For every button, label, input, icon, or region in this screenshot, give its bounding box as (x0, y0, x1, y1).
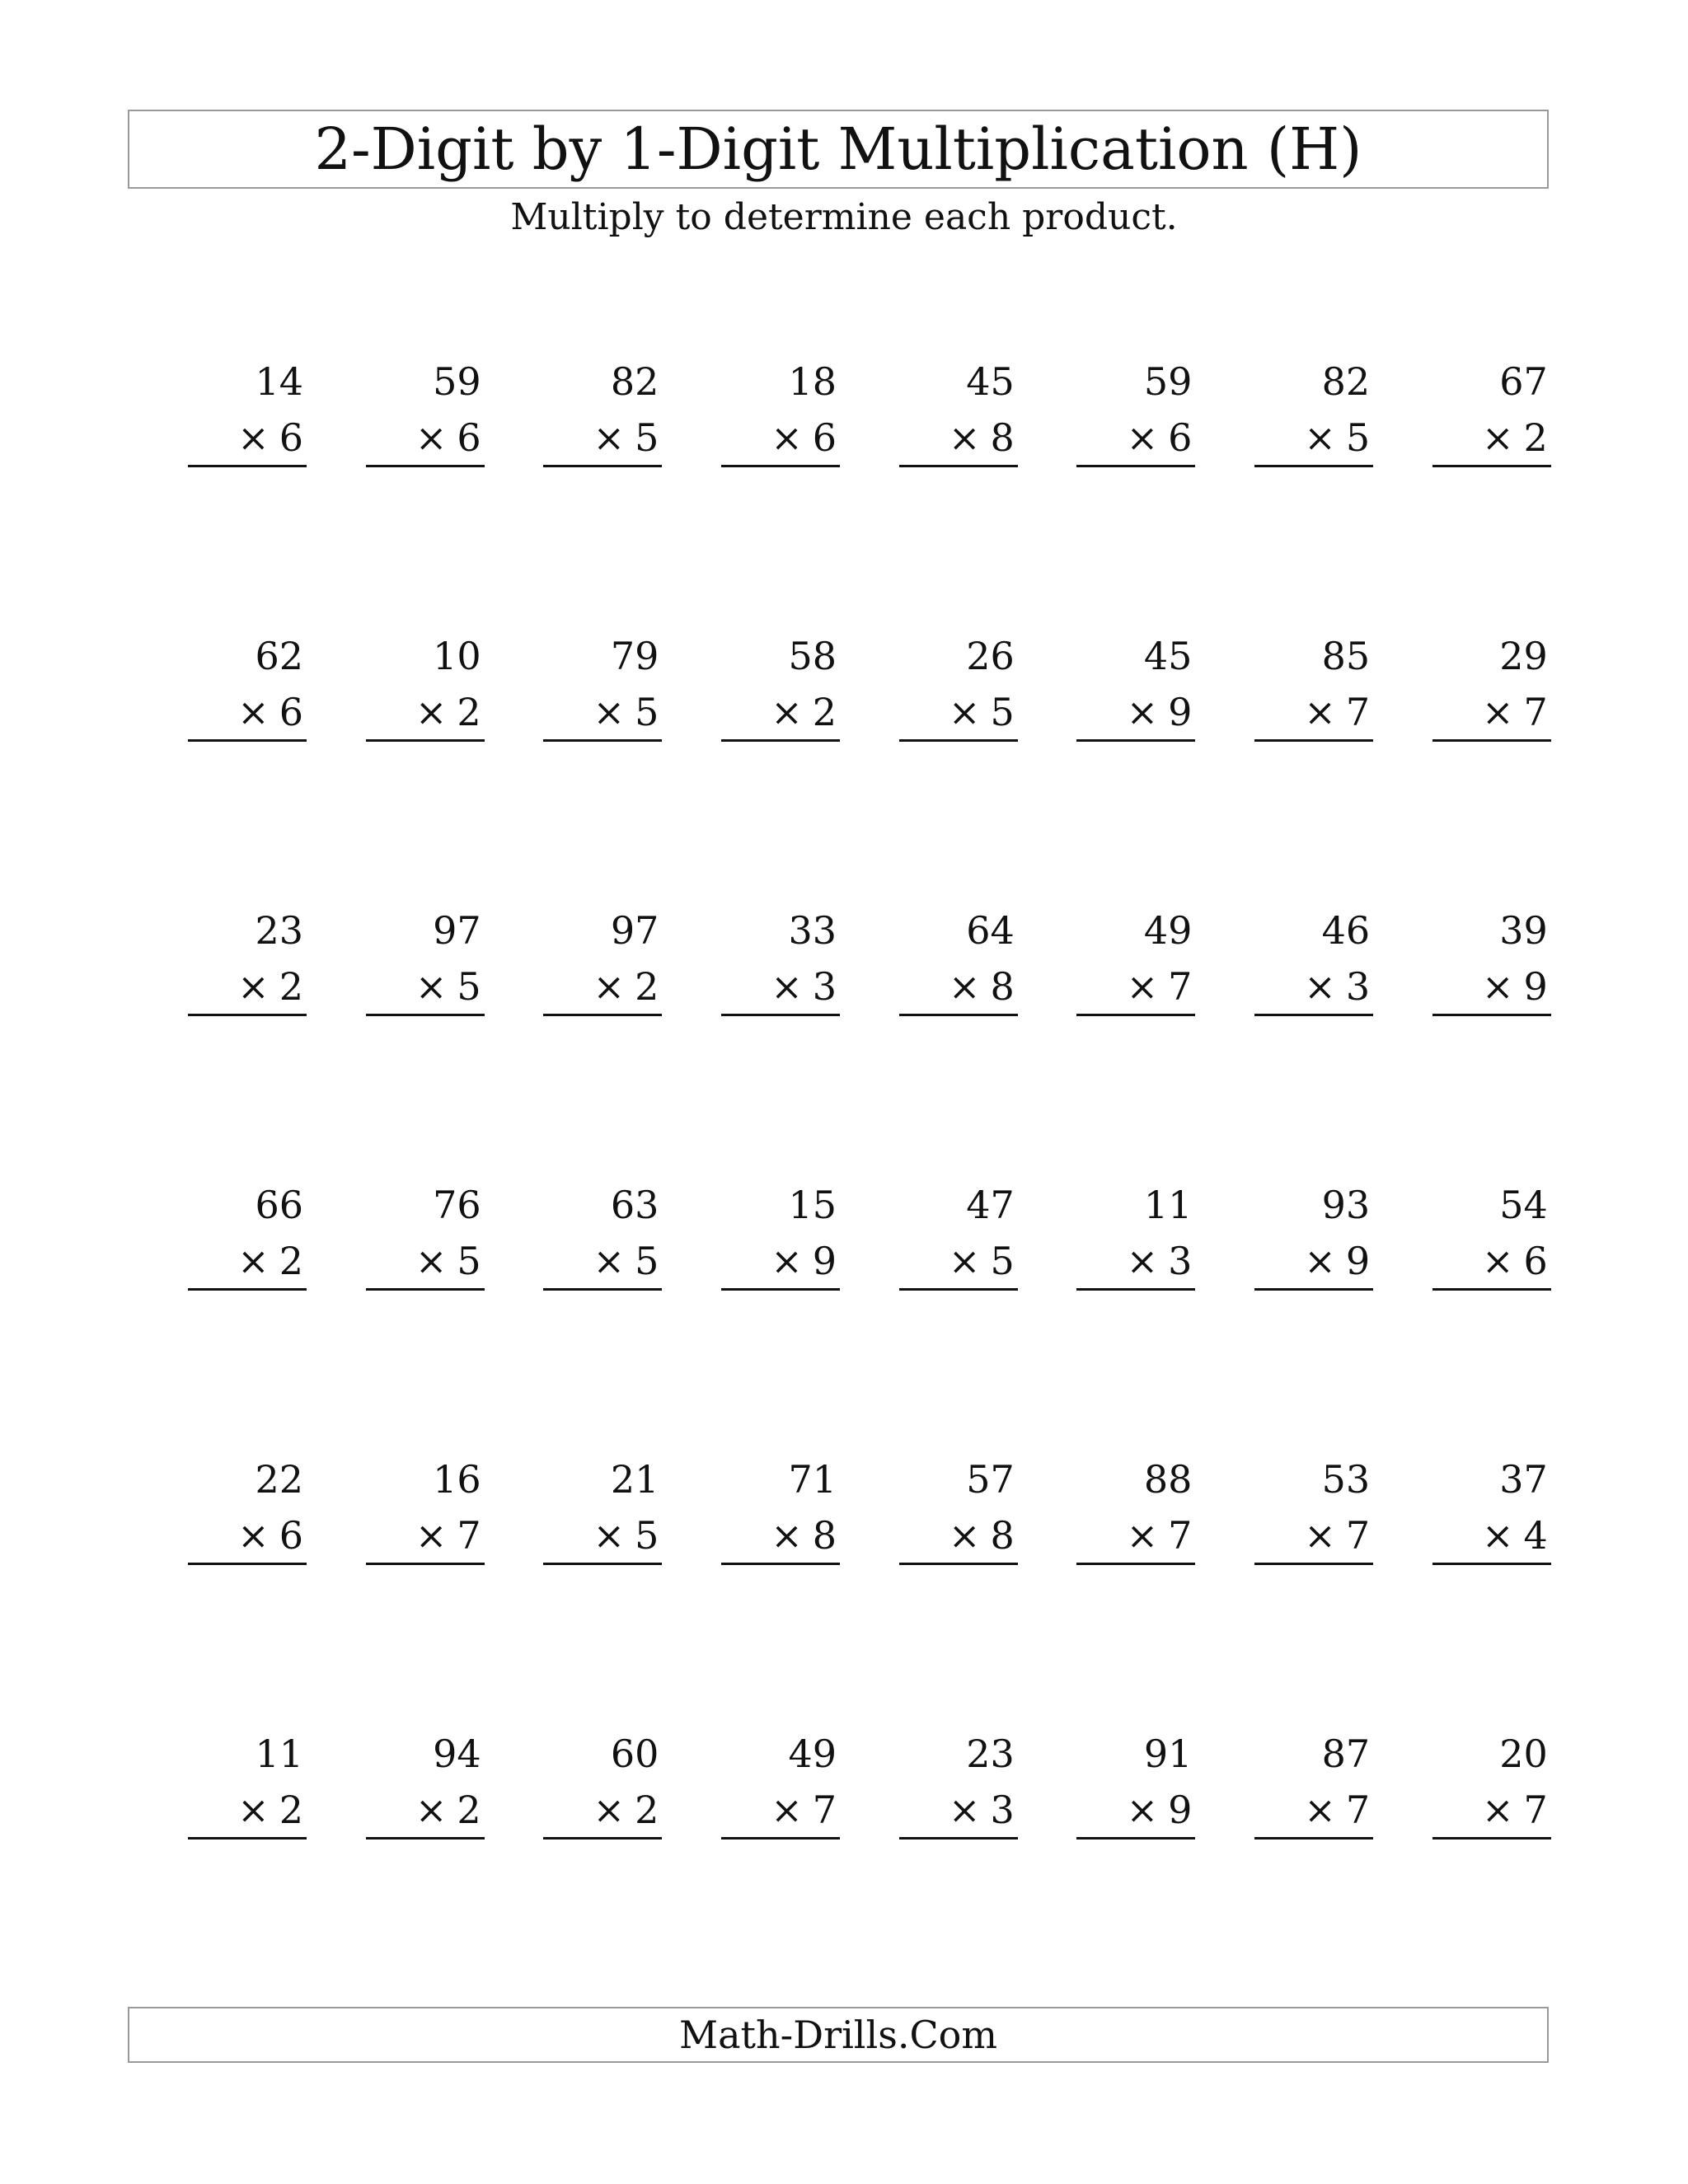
multiplier: 5 (635, 690, 659, 734)
times-sign: × (1126, 964, 1159, 1009)
multiplicand: 64 (966, 908, 1015, 953)
multiplicand: 37 (1499, 1457, 1548, 1502)
answer-line (721, 1014, 840, 1016)
multiplier-row (771, 1239, 837, 1283)
answer-line (899, 739, 1018, 742)
multiplicand: 47 (966, 1183, 1015, 1227)
multiplier-row (948, 1513, 1015, 1558)
multiplicand: 21 (610, 1457, 659, 1502)
problem (543, 905, 662, 1022)
answer-line (188, 465, 307, 467)
problem (1432, 630, 1551, 748)
answer-line (899, 1014, 1018, 1016)
multiplier-row (1126, 415, 1193, 460)
answer-line (1076, 1837, 1195, 1840)
multiplicand: 54 (1499, 1183, 1548, 1227)
problem (366, 1454, 485, 1571)
multiplier: 6 (1523, 1239, 1548, 1283)
multiplier-row (415, 1239, 481, 1283)
multiplier: 2 (635, 964, 659, 1009)
times-sign: × (415, 1513, 448, 1558)
times-sign: × (771, 690, 803, 734)
multiplier-row (593, 690, 659, 734)
multiplier: 2 (279, 964, 303, 1009)
times-sign: × (1126, 415, 1159, 460)
multiplier: 9 (1523, 964, 1548, 1009)
answer-line (1254, 1014, 1373, 1016)
multiplier-row (415, 1788, 481, 1832)
multiplier: 2 (279, 1239, 303, 1283)
times-sign: × (771, 1788, 803, 1832)
multiplier: 5 (635, 415, 659, 460)
problem (899, 630, 1018, 748)
problem (1254, 356, 1373, 473)
answer-line (1076, 1563, 1195, 1565)
multiplier: 5 (635, 1513, 659, 1558)
problem (721, 630, 840, 748)
multiplier-row (1304, 690, 1371, 734)
problem (1076, 1454, 1195, 1571)
times-sign: × (771, 1239, 803, 1283)
multiplicand: 22 (255, 1457, 303, 1502)
multiplicand: 11 (1143, 1183, 1193, 1227)
times-sign: × (1304, 964, 1336, 1009)
multiplier-row (415, 1513, 481, 1558)
multiplier-row (1126, 690, 1193, 734)
multiplier: 3 (1345, 964, 1371, 1009)
problem (543, 1728, 662, 1845)
multiplicand: 97 (610, 908, 659, 953)
answer-line (188, 1288, 307, 1291)
answer-line (1432, 1288, 1551, 1291)
multiplicand: 85 (1321, 634, 1371, 678)
multiplier: 6 (279, 690, 303, 734)
problem (1076, 356, 1195, 473)
multiplier-row (1304, 1513, 1371, 1558)
problem (543, 1179, 662, 1296)
problem (1432, 905, 1551, 1022)
multiplier: 2 (635, 1788, 659, 1832)
problem (1076, 1179, 1195, 1296)
multiplier-row (1481, 1239, 1548, 1283)
multiplier-row (1126, 964, 1193, 1009)
multiplier: 9 (1345, 1239, 1371, 1283)
answer-line (1254, 739, 1373, 742)
multiplier-row (237, 964, 303, 1009)
multiplicand: 33 (788, 908, 837, 953)
multiplicand: 62 (255, 634, 303, 678)
multiplicand: 97 (433, 908, 481, 953)
multiplicand: 59 (433, 359, 481, 404)
multiplier-row (1126, 1239, 1193, 1283)
times-sign: × (237, 964, 270, 1009)
multiplier-row (415, 415, 481, 460)
multiplicand: 91 (1143, 1732, 1193, 1776)
problem (721, 1454, 840, 1571)
multiplicand: 82 (610, 359, 659, 404)
problem (1254, 630, 1373, 748)
multiplicand: 16 (433, 1457, 481, 1502)
multiplier: 7 (1523, 690, 1548, 734)
multiplicand: 45 (966, 359, 1015, 404)
problem (1432, 1179, 1551, 1296)
multiplicand: 63 (610, 1183, 659, 1227)
answer-line (1432, 739, 1551, 742)
multiplier-row (237, 1513, 303, 1558)
multiplier-row (415, 690, 481, 734)
times-sign: × (1481, 1788, 1514, 1832)
multiplier: 4 (1523, 1513, 1548, 1558)
answer-line (899, 1288, 1018, 1291)
answer-line (188, 1014, 307, 1016)
times-sign: × (948, 690, 981, 734)
answer-line (899, 1563, 1018, 1565)
multiplicand: 76 (433, 1183, 481, 1227)
multiplicand: 57 (966, 1457, 1015, 1502)
multiplier-row (1481, 690, 1548, 734)
answer-line (188, 1837, 307, 1840)
multiplier: 8 (812, 1513, 837, 1558)
answer-line (1432, 1837, 1551, 1840)
problem (188, 356, 307, 473)
answer-line (721, 1288, 840, 1291)
answer-line (366, 1014, 485, 1016)
multiplicand: 15 (788, 1183, 837, 1227)
multiplicand: 23 (966, 1732, 1015, 1776)
multiplier: 6 (1168, 415, 1193, 460)
problem (543, 630, 662, 748)
problem (366, 1179, 485, 1296)
problem (721, 356, 840, 473)
multiplier: 7 (1168, 964, 1193, 1009)
problem (188, 1454, 307, 1571)
multiplier: 9 (1168, 690, 1193, 734)
problem (899, 1728, 1018, 1845)
multiplicand: 94 (433, 1732, 481, 1776)
times-sign: × (948, 415, 981, 460)
problem (899, 356, 1018, 473)
multiplier-row (237, 690, 303, 734)
answer-line (1254, 1288, 1373, 1291)
answer-line (721, 739, 840, 742)
multiplier: 7 (1345, 1788, 1371, 1832)
multiplier: 8 (990, 964, 1015, 1009)
times-sign: × (237, 1239, 270, 1283)
multiplier: 5 (635, 1239, 659, 1283)
problem (1254, 905, 1373, 1022)
problem (1254, 1454, 1373, 1571)
answer-line (721, 1563, 840, 1565)
answer-line (366, 1288, 485, 1291)
multiplier: 3 (1168, 1239, 1193, 1283)
times-sign: × (1304, 1788, 1336, 1832)
multiplier: 5 (457, 964, 481, 1009)
multiplier: 6 (457, 415, 481, 460)
times-sign: × (948, 1513, 981, 1558)
answer-line (899, 465, 1018, 467)
problem (366, 1728, 485, 1845)
problem (188, 630, 307, 748)
answer-line (721, 1837, 840, 1840)
answer-line (1254, 465, 1373, 467)
times-sign: × (948, 1239, 981, 1283)
multiplicand: 66 (255, 1183, 303, 1227)
times-sign: × (1481, 1513, 1514, 1558)
multiplier-row (948, 964, 1015, 1009)
times-sign: × (415, 1239, 448, 1283)
page-title: 2-Digit by 1-Digit Multiplication (H) (314, 115, 1362, 183)
multiplier-row (415, 964, 481, 1009)
multiplier: 7 (1345, 1513, 1371, 1558)
times-sign: × (415, 1788, 448, 1832)
problem (1254, 1728, 1373, 1845)
instructions: Multiply to determine each product. (510, 196, 1178, 238)
multiplicand: 93 (1321, 1183, 1371, 1227)
multiplicand: 71 (788, 1457, 837, 1502)
answer-line (899, 1837, 1018, 1840)
multiplicand: 45 (1143, 634, 1193, 678)
answer-line (543, 1288, 662, 1291)
multiplier: 2 (457, 1788, 481, 1832)
problem (366, 356, 485, 473)
answer-line (1432, 1563, 1551, 1565)
multiplier-row (948, 1239, 1015, 1283)
times-sign: × (593, 964, 626, 1009)
multiplier-row (237, 1788, 303, 1832)
multiplier: 2 (1523, 415, 1548, 460)
multiplier: 7 (1168, 1513, 1193, 1558)
multiplicand: 87 (1321, 1732, 1371, 1776)
multiplier-row (1481, 964, 1548, 1009)
multiplier-row (948, 1788, 1015, 1832)
multiplier-row (1481, 1513, 1548, 1558)
times-sign: × (1126, 690, 1159, 734)
problem (1432, 1728, 1551, 1845)
answer-line (366, 1563, 485, 1565)
times-sign: × (237, 1513, 270, 1558)
times-sign: × (237, 415, 270, 460)
problem (1432, 1454, 1551, 1571)
multiplier: 5 (990, 690, 1015, 734)
multiplicand: 11 (255, 1732, 303, 1776)
times-sign: × (1481, 1239, 1514, 1283)
multiplicand: 23 (255, 908, 303, 953)
multiplicand: 67 (1499, 359, 1548, 404)
multiplier: 7 (1523, 1788, 1548, 1832)
multiplier-row (237, 1239, 303, 1283)
problem (1076, 630, 1195, 748)
multiplier-row (771, 1513, 837, 1558)
problem (188, 905, 307, 1022)
answer-line (1254, 1563, 1373, 1565)
answer-line (1076, 465, 1195, 467)
answer-line (543, 739, 662, 742)
problem (721, 1728, 840, 1845)
answer-line (188, 1563, 307, 1565)
problem (188, 1728, 307, 1845)
multiplier: 2 (812, 690, 837, 734)
times-sign: × (948, 964, 981, 1009)
answer-line (1432, 1014, 1551, 1016)
multiplicand: 18 (788, 359, 837, 404)
times-sign: × (237, 690, 270, 734)
problem (721, 905, 840, 1022)
times-sign: × (1304, 415, 1336, 460)
multiplier-row (1304, 1239, 1371, 1283)
problem (366, 630, 485, 748)
problem (188, 1179, 307, 1296)
footer-site: Math-Drills.Com (679, 2013, 997, 2057)
times-sign: × (1481, 690, 1514, 734)
problem-grid (188, 356, 1550, 1845)
problem (543, 1454, 662, 1571)
multiplier-row (1304, 415, 1371, 460)
multiplicand: 58 (788, 634, 837, 678)
multiplier-row (1126, 1513, 1193, 1558)
multiplicand: 14 (255, 359, 303, 404)
multiplier-row (1304, 1788, 1371, 1832)
problem (543, 356, 662, 473)
answer-line (188, 739, 307, 742)
multiplier-row (593, 964, 659, 1009)
title-box (128, 110, 1549, 189)
problem (366, 905, 485, 1022)
multiplier: 5 (990, 1239, 1015, 1283)
multiplier-row (1126, 1788, 1193, 1832)
times-sign: × (1481, 415, 1514, 460)
times-sign: × (1304, 1513, 1336, 1558)
multiplier: 3 (812, 964, 837, 1009)
multiplicand: 82 (1321, 359, 1371, 404)
multiplier-row (593, 415, 659, 460)
answer-line (543, 1014, 662, 1016)
multiplier: 7 (1345, 690, 1371, 734)
problem (1254, 1179, 1373, 1296)
times-sign: × (1304, 690, 1336, 734)
answer-line (366, 1837, 485, 1840)
times-sign: × (593, 1239, 626, 1283)
multiplier: 8 (990, 1513, 1015, 1558)
times-sign: × (593, 1788, 626, 1832)
multiplicand: 88 (1143, 1457, 1193, 1502)
multiplier: 2 (457, 690, 481, 734)
multiplier: 6 (812, 415, 837, 460)
times-sign: × (771, 415, 803, 460)
answer-line (1076, 1014, 1195, 1016)
times-sign: × (1481, 964, 1514, 1009)
multiplier-row (593, 1788, 659, 1832)
times-sign: × (237, 1788, 270, 1832)
multiplicand: 46 (1321, 908, 1371, 953)
answer-line (543, 1837, 662, 1840)
multiplier-row (948, 415, 1015, 460)
times-sign: × (771, 964, 803, 1009)
times-sign: × (415, 964, 448, 1009)
times-sign: × (948, 1788, 981, 1832)
problem (899, 1454, 1018, 1571)
answer-line (366, 739, 485, 742)
multiplier-row (948, 690, 1015, 734)
answer-line (543, 465, 662, 467)
answer-line (366, 465, 485, 467)
multiplier: 9 (1168, 1788, 1193, 1832)
multiplicand: 39 (1499, 908, 1548, 953)
times-sign: × (1304, 1239, 1336, 1283)
multiplicand: 79 (610, 634, 659, 678)
times-sign: × (593, 415, 626, 460)
times-sign: × (1126, 1239, 1159, 1283)
multiplicand: 59 (1143, 359, 1193, 404)
multiplier-row (593, 1513, 659, 1558)
multiplier-row (1481, 415, 1548, 460)
multiplier: 6 (279, 1513, 303, 1558)
problem (1076, 905, 1195, 1022)
multiplicand: 10 (433, 634, 481, 678)
times-sign: × (771, 1513, 803, 1558)
multiplier: 9 (812, 1239, 837, 1283)
multiplicand: 20 (1499, 1732, 1548, 1776)
multiplier-row (1304, 964, 1371, 1009)
multiplicand: 29 (1499, 634, 1548, 678)
multiplier: 6 (279, 415, 303, 460)
multiplier-row (771, 690, 837, 734)
multiplicand: 49 (1143, 908, 1193, 953)
multiplier: 5 (1345, 415, 1371, 460)
problem (899, 1179, 1018, 1296)
multiplier: 7 (812, 1788, 837, 1832)
answer-line (1254, 1837, 1373, 1840)
answer-line (1076, 1288, 1195, 1291)
answer-line (1076, 739, 1195, 742)
multiplicand: 60 (610, 1732, 659, 1776)
problem (1432, 356, 1551, 473)
times-sign: × (1126, 1513, 1159, 1558)
multiplier-row (237, 415, 303, 460)
answer-line (721, 465, 840, 467)
answer-line (543, 1563, 662, 1565)
problem (1076, 1728, 1195, 1845)
multiplier: 5 (457, 1239, 481, 1283)
times-sign: × (593, 690, 626, 734)
multiplicand: 26 (966, 634, 1015, 678)
multiplier-row (593, 1239, 659, 1283)
multiplier-row (771, 1788, 837, 1832)
multiplier: 7 (457, 1513, 481, 1558)
multiplicand: 53 (1321, 1457, 1371, 1502)
multiplier-row (771, 964, 837, 1009)
times-sign: × (593, 1513, 626, 1558)
multiplier: 3 (990, 1788, 1015, 1832)
multiplier: 2 (279, 1788, 303, 1832)
problem (899, 905, 1018, 1022)
multiplier-row (771, 415, 837, 460)
multiplicand: 49 (788, 1732, 837, 1776)
times-sign: × (1126, 1788, 1159, 1832)
multiplier-row (1481, 1788, 1548, 1832)
times-sign: × (415, 690, 448, 734)
answer-line (1432, 465, 1551, 467)
problem (721, 1179, 840, 1296)
times-sign: × (415, 415, 448, 460)
footer-box (128, 2007, 1549, 2063)
multiplier: 8 (990, 415, 1015, 460)
